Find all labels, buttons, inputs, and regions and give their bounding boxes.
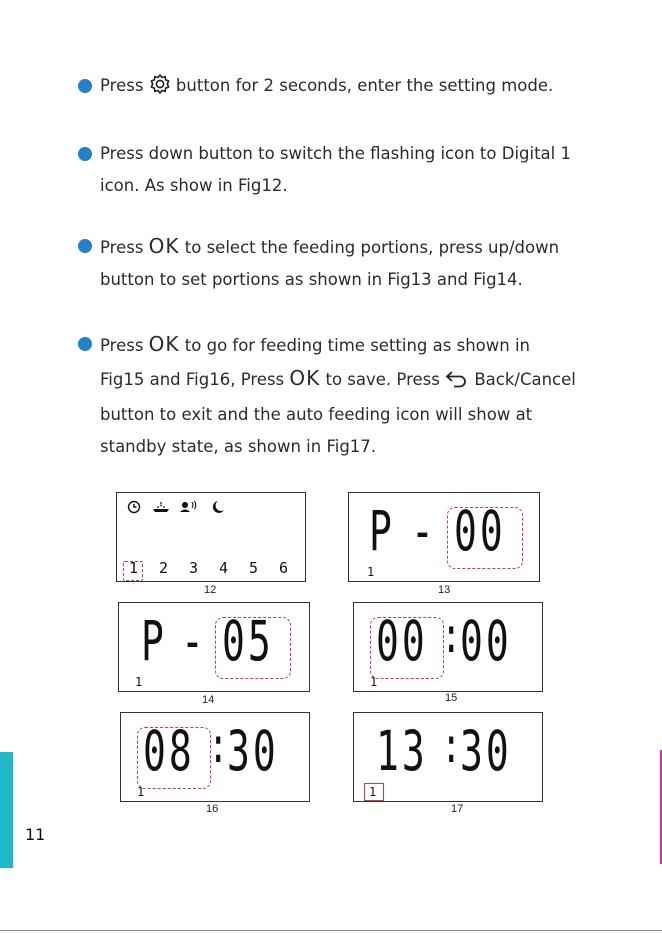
step-4-line-3: button to exit and the auto feeding icon will show at [100, 405, 533, 424]
instruction-step-2 [78, 138, 598, 202]
indicator-1: 1 [135, 675, 143, 689]
step-text: button for 2 seconds, enter the setting mode. [175, 76, 554, 95]
portion-value: 05 [222, 609, 274, 673]
ok-icon: OK [289, 366, 321, 390]
step-3-line-2: button to set portions as shown in Fig13 and Fig14. [100, 270, 523, 289]
bullet-dot [78, 147, 92, 161]
digit-1: 1 [129, 559, 139, 577]
gear-icon [149, 73, 171, 106]
digit-6: 6 [279, 559, 289, 577]
digit-2: 2 [159, 559, 169, 577]
clock-icon [129, 502, 140, 513]
indicator-1: 1 [369, 785, 377, 799]
voice-icon [180, 501, 196, 512]
time-colon: : [441, 607, 462, 665]
bullet-dot [78, 239, 92, 253]
bullet-dot [78, 79, 92, 93]
minutes-value: 30 [227, 719, 279, 783]
figure-12-display [116, 492, 306, 582]
figure-16-display [120, 712, 310, 802]
bullet-dot [78, 337, 92, 351]
step-1-line-1 [78, 70, 598, 106]
hours-value: 08 [143, 719, 195, 783]
minutes-value: 30 [460, 719, 512, 783]
figure-16-label: 16 [206, 803, 219, 815]
instruction-step-1 [78, 70, 598, 106]
figure-12-label: 12 [204, 584, 217, 596]
step-text: Back/Cancel [474, 370, 576, 389]
indicator-1: 1 [137, 785, 145, 799]
figure-13-display [348, 492, 540, 582]
step-text: to go for feeding time setting as shown in [184, 336, 530, 355]
instruction-step-3 [78, 230, 598, 296]
bowl-icon [153, 502, 169, 512]
p-letter: P [369, 499, 392, 563]
p-letter: P [141, 609, 164, 673]
indicator-1: 1 [370, 675, 378, 689]
step-2-line-2: icon. As show in Fig12. [100, 176, 288, 195]
step-text: Press [100, 336, 149, 355]
figure-17-label: 17 [451, 803, 464, 815]
ok-icon: OK [148, 234, 180, 258]
step-text: Press [100, 76, 149, 95]
digit-4: 4 [219, 559, 229, 577]
minutes-value: 00 [460, 609, 512, 673]
ok-icon: OK [148, 332, 180, 356]
portion-value: 00 [454, 499, 506, 563]
step-4-line-1 [78, 328, 608, 362]
step-4-line-2 [78, 362, 608, 399]
moon-icon [213, 501, 224, 513]
status-icons [125, 498, 235, 516]
step-2-line-1: Press down button to switch the flashing icon to Digital 1 [100, 144, 571, 163]
figure-14-label: 14 [202, 694, 215, 706]
figure-15-display [353, 602, 543, 692]
dash: - [411, 499, 434, 563]
step-text: Fig15 and Fig16, Press [100, 370, 290, 389]
figure-14-display [118, 602, 310, 692]
figure-15-label: 15 [445, 692, 458, 704]
indicator-1: 1 [367, 565, 375, 579]
time-colon: : [441, 717, 462, 775]
page-number: 11 [25, 825, 46, 844]
figure-13-label: 13 [438, 584, 451, 596]
hours-value: 00 [376, 609, 428, 673]
step-3-line-1 [78, 230, 598, 264]
step-4-line-4: standby state, as shown in Fig17. [100, 437, 377, 456]
dash: - [181, 609, 204, 673]
hours-value: 13 [376, 719, 428, 783]
bottom-rule [0, 930, 662, 931]
digit-3: 3 [189, 559, 199, 577]
figure-17-display [353, 712, 543, 802]
instruction-step-4 [78, 328, 608, 463]
digit-5: 5 [249, 559, 259, 577]
back-arrow-icon [445, 367, 469, 399]
time-colon: : [208, 717, 229, 775]
step-text: to select the feeding portions, press up/down [184, 238, 560, 257]
left-accent-bar [0, 752, 13, 868]
step-text: to save. Press [325, 370, 446, 389]
step-text: Press [100, 238, 149, 257]
